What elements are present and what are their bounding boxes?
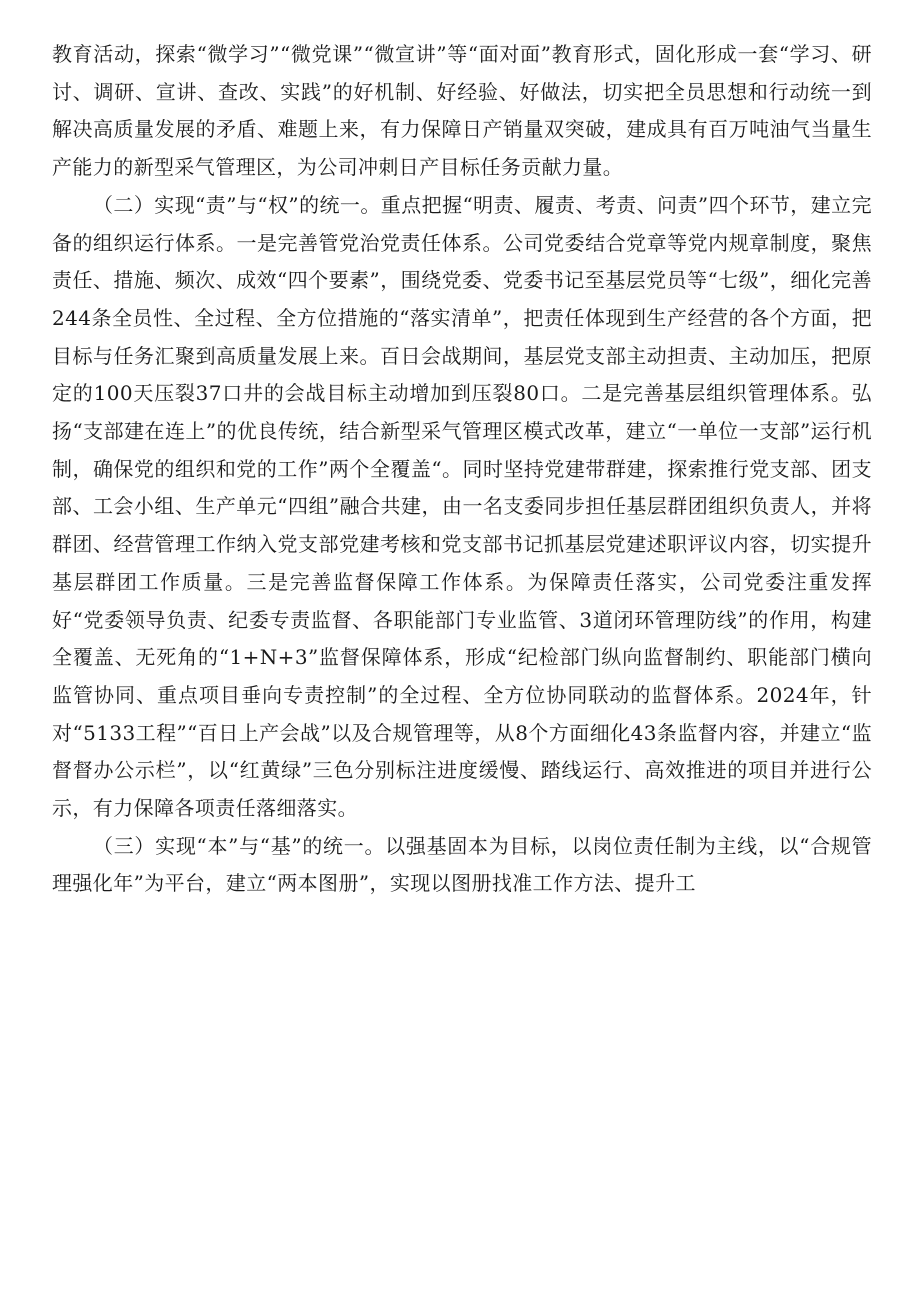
paragraph-section-three: （三）实现“本”与“基”的统一。以强基固本为目标，以岗位责任制为主线，以“合规管理强化年”为平台，建立“两本图册”，实现以图册找准工作方法、提升工: [52, 833, 872, 896]
paragraph-section-two: （二）实现“责”与“权”的统一。重点把握“明责、履责、考责、问责”四个环节，建立完备的组织运行体系。一是完善管党治党责任体系。公司党委结合党章等党内规章制度，聚焦责任、措施、频次、成效“四个要素”，围绕党委、党委书记至基层党员等“七级”，细化完善244条全员性、全过程、全方位措施的“落实清单”，把责任体现到生产经营的各个方面，把目标与任务汇聚到高质量发展上来。百日会战期间，基层党支部主动担责、主动加压，把原定的100天压裂37口井的会战目标主动增加到压裂80口。二是完善基层组织管理体系。弘扬“支部建在连上”的优良传统，结合新型采气管理区模式改革，建立“一单位一支部”运行机制，确保党的组织和党的工作”两个全覆盖“。同时坚持党建带群建，探索推行党支部、团支部、工会小组、生产单元“四组”融合共建，由一名支委同步担任基层群团组织负责人，并将群团、经营管理工作纳入党支部党建考核和党支部书记抓基层党建述职评议内容，切实提升基层群团工作质量。三是完善监督保障工作体系。为保障责任落实，公司党委注重发挥好“党委领导负责、纪委专责监督、各职能部门专业监管、3道闭环管理防线”的作用，构建全覆盖、无死角的“1+N+3”监督保障体系，形成“纪检部门纵向监督制约、职能部门横向监管协同、重点项目垂向专责控制”的全过程、全方位协同联动的监督体系。2024年，针对“5133工程”“百日上产会战”以及合规管理等，从8个方面细化43条监督内容，并建立“监督督办公示栏”，以“红黄绿”三色分别标注进度缓慢、踏线运行、高效推进的项目并进行公示，有力保障各项责任落细落实。: [52, 192, 872, 821]
paragraph-continuation: 教育活动，探索“微学习”“微党课”“微宣讲”等“面对面”教育形式，固化形成一套“学习、研讨、调研、宣讲、查改、实践”的好机制、好经验、好做法，切实把全员思想和行动统一到解决高质量发展的矛盾、难题上来，有力保障日产销量双突破，建成具有百万吨油气当量生产能力的新型采气管理区，为公司冲刺日产目标任务贡献力量。: [52, 42, 872, 180]
document-page: [52, 36, 872, 903]
